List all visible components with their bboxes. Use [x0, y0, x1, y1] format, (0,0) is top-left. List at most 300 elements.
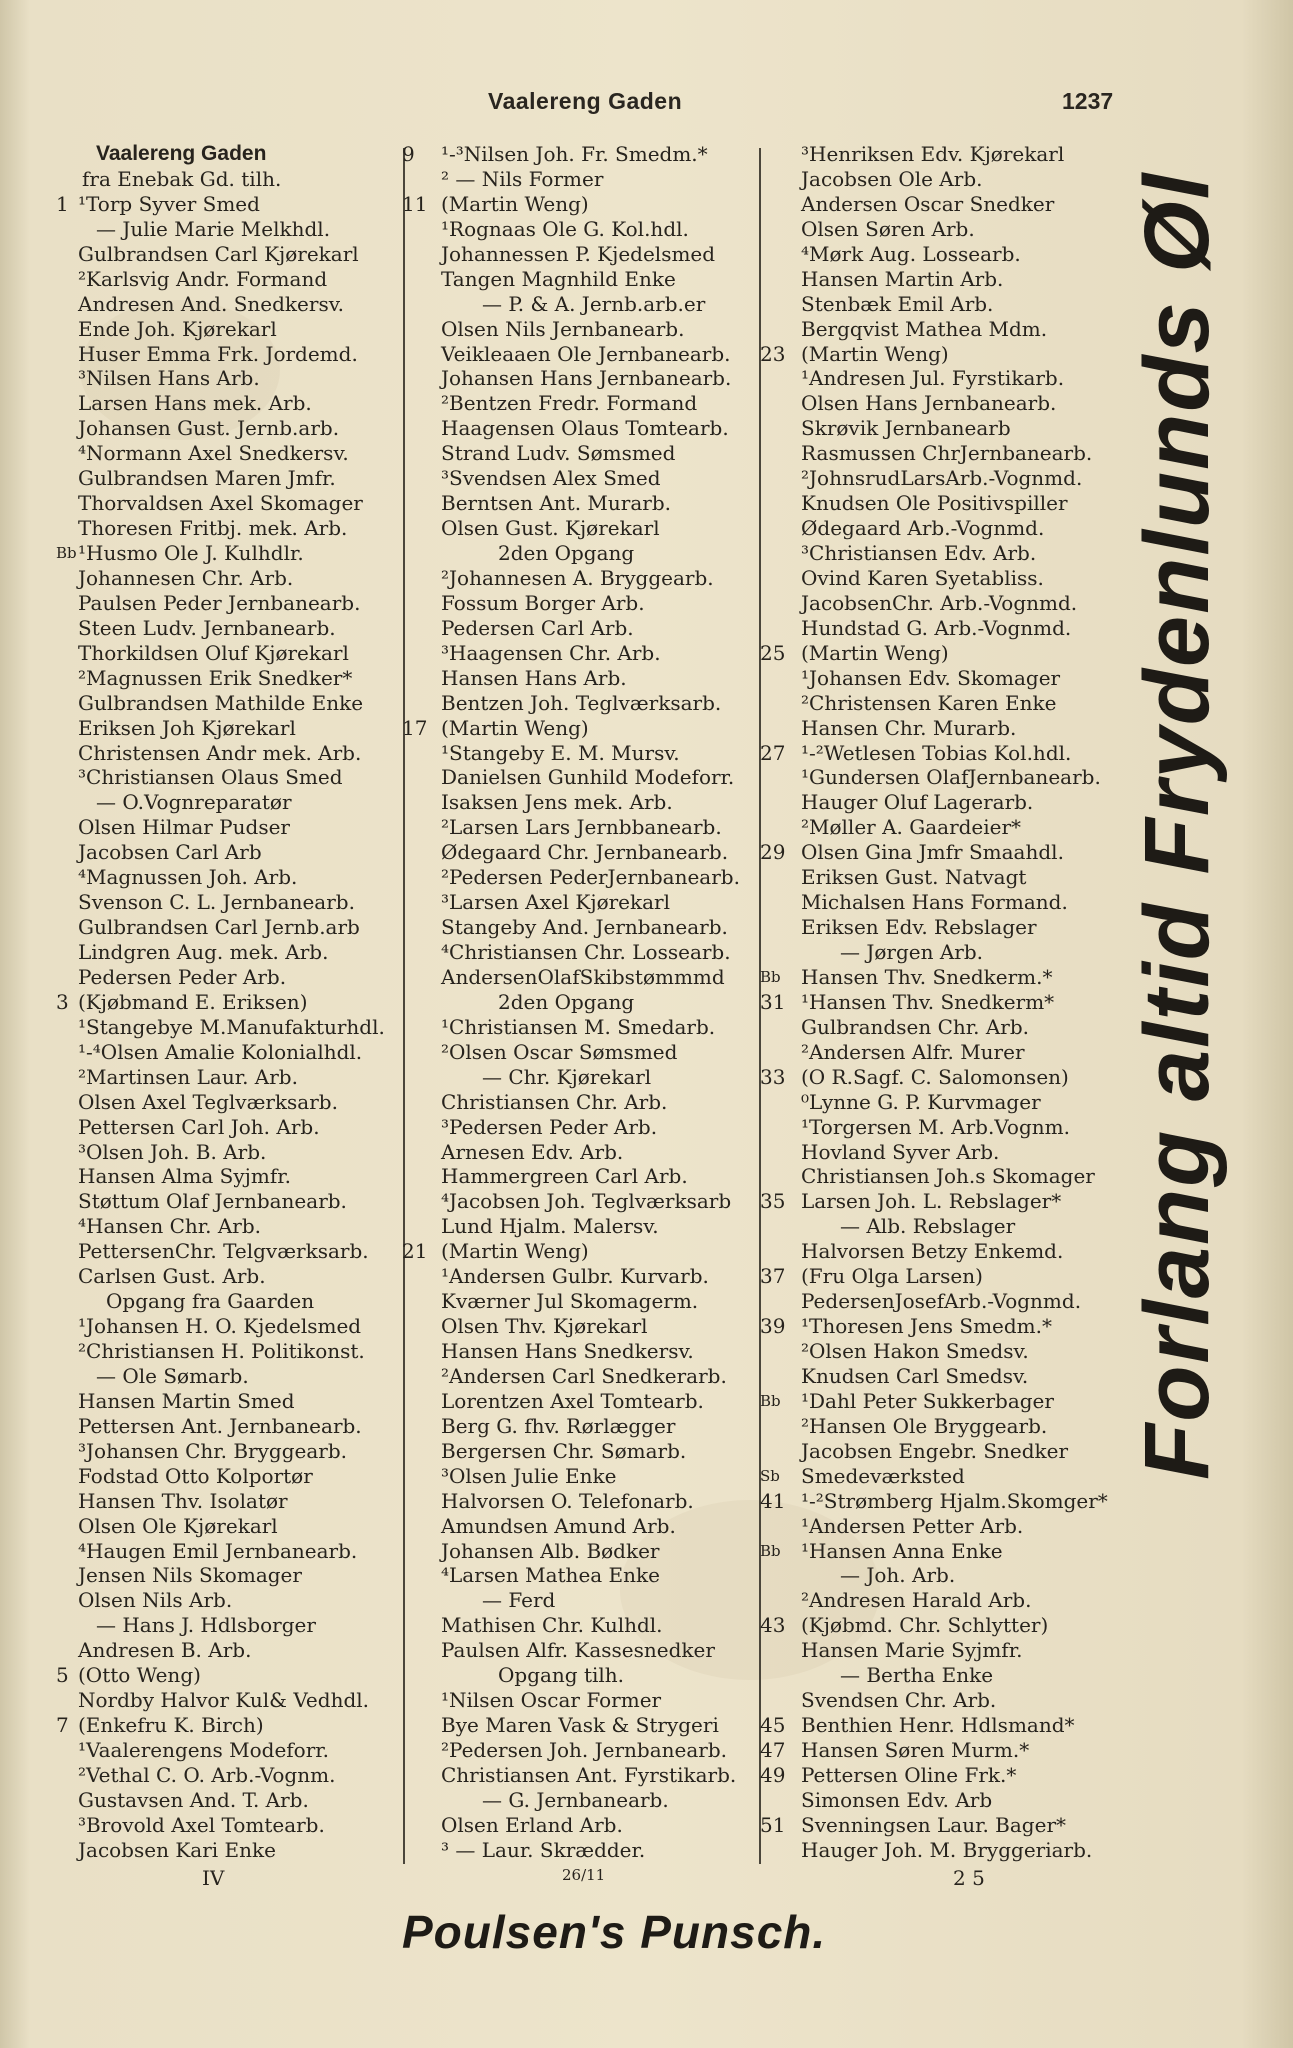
entry-text: Halvorsen Betzy Enkemd. [801, 1239, 1064, 1264]
directory-entry [760, 840, 1105, 865]
entry-text: ²Olsen Hakon Smedsv. [801, 1339, 1029, 1363]
entry-text: Ende Joh. Kjørekarl [78, 316, 277, 341]
directory-entry [760, 217, 1105, 242]
entry-text: ⁴Mørk Aug. Lossearb. [801, 241, 1021, 266]
directory-entry [56, 1738, 401, 1763]
entry-text: Rasmussen ChrJernbanearb. [801, 441, 1093, 466]
entry-text: — Hans J. Hdlsborger [96, 1613, 316, 1638]
entry-text: — Julie Marie Melkhdl. [96, 216, 331, 241]
directory-entry [56, 1688, 401, 1713]
page-title: Vaalereng Gaden [488, 88, 683, 114]
entry-text: Johansen Gust. Jernb.arb. [78, 416, 340, 441]
directory-entry [760, 1638, 1105, 1663]
entry-text: PettersenChr. Telgværksarb. [78, 1239, 369, 1264]
directory-entry [56, 1115, 401, 1140]
directory-entry [760, 1264, 1105, 1289]
entry-text: Bye Maren Vask & Strygeri [441, 1713, 719, 1738]
house-number: Bb [760, 1391, 781, 1410]
directory-entry [402, 1140, 774, 1165]
entry-text: (Otto Weng) [78, 1663, 201, 1688]
entry-text: Olsen Hilmar Pudser [78, 815, 290, 840]
directory-entry [56, 1065, 401, 1090]
directory-entry [56, 815, 401, 840]
directory-entry [56, 566, 401, 591]
directory-entry [402, 516, 774, 541]
entry-text: (Martin Weng) [441, 715, 589, 740]
house-number: Bb [760, 967, 781, 986]
entry-text: ²Karlsvig Andr. Formand [78, 266, 328, 291]
entry-text: ²Andersen Alfr. Murer [801, 1039, 1025, 1064]
entry-text: Smedeværksted [801, 1463, 965, 1488]
entry-text: ¹Christiansen M. Smedarb. [441, 1014, 716, 1039]
entry-text: Halvorsen O. Telefonarb. [441, 1488, 694, 1513]
directory-entry [760, 1563, 1105, 1588]
entry-text: ¹Husmo Ole J. Kulhdlr. [78, 541, 304, 565]
directory-entry [402, 416, 774, 441]
directory-entry [56, 1638, 401, 1663]
directory-entry [56, 1090, 401, 1115]
entry-text: Amundsen Amund Arb. [441, 1513, 676, 1538]
entry-text: Thorkildsen Oluf Kjørekarl [78, 640, 349, 665]
directory-entry [760, 1514, 1105, 1539]
entry-text: Carlsen Gust. Arb. [78, 1264, 266, 1289]
house-number: 47 [760, 1738, 786, 1762]
entry-text: Olsen Erland Arb. [441, 1812, 623, 1837]
directory-entry [402, 865, 774, 890]
directory-entry [760, 1289, 1105, 1314]
entry-text: Johannessen P. Kjedelsmed [441, 241, 716, 266]
directory-entry [56, 741, 401, 766]
directory-entry [56, 915, 401, 940]
entry-text: Thoresen Fritbj. mek. Arb. [78, 516, 348, 541]
entry-text: Hauger Joh. M. Bryggeriarb. [801, 1837, 1093, 1862]
directory-entry [402, 1713, 774, 1738]
entry-text: Huser Emma Frk. Jordemd. [78, 341, 358, 366]
directory-entry [56, 1314, 401, 1339]
entry-text: Benthien Henr. Hdlsmand* [801, 1713, 1075, 1738]
directory-entry [56, 1140, 401, 1165]
house-number: 27 [760, 740, 786, 765]
entry-text: ¹Hansen Thv. Snedkerm* [801, 989, 1055, 1014]
entry-text: Johansen Alb. Bødker [441, 1538, 660, 1563]
entry-text: ¹Johansen Edv. Skomager [801, 665, 1061, 690]
directory-entry [760, 1788, 1105, 1813]
entry-text: Gulbrandsen Carl Jernb.arb [78, 915, 360, 940]
house-number: 7 [56, 1713, 69, 1738]
entry-text: ²Andresen Harald Arb. [801, 1588, 1032, 1613]
directory-entry [402, 1439, 774, 1464]
house-number: 9 [402, 142, 415, 166]
directory-entry [760, 915, 1105, 940]
directory-entry [760, 765, 1105, 790]
directory-entry [402, 616, 774, 641]
directory-entry [402, 1364, 774, 1389]
house-number: 37 [760, 1264, 786, 1289]
directory-entry [56, 1339, 401, 1364]
directory-entry [760, 616, 1105, 641]
house-number: 11 [402, 191, 428, 216]
directory-entry [402, 1738, 774, 1763]
house-number: 45 [760, 1713, 786, 1738]
entry-text: Svenningsen Laur. Bager* [801, 1812, 1066, 1837]
directory-entry [56, 1489, 401, 1514]
directory-entry [56, 1239, 401, 1264]
page-header [0, 88, 1293, 128]
directory-entry [760, 1314, 1105, 1339]
entry-text: Lorentzen Axel Tomtearb. [441, 1388, 704, 1413]
entry-text: Bentzen Joh. Teglværksarb. [441, 690, 722, 715]
house-number: 51 [760, 1812, 786, 1837]
entry-text: Johannesen Chr. Arb. [78, 565, 294, 590]
directory-entry [760, 1688, 1105, 1713]
entry-text: Berg G. fhv. Rørlægger [441, 1413, 676, 1438]
directory-entry [402, 1489, 774, 1514]
entry-text: Olsen Søren Arb. [801, 216, 975, 241]
house-number: 5 [56, 1663, 69, 1688]
entry-text: (Martin Weng) [441, 191, 589, 216]
entry-text: ⁰Lynne G. P. Kurvmager [801, 1089, 1041, 1114]
directory-entry [760, 890, 1105, 915]
directory-entry [760, 366, 1105, 391]
entry-text: ¹Torp Syver Smed [78, 191, 260, 216]
directory-entry [402, 1164, 774, 1189]
entry-text: Jacobsen Engebr. Snedker [801, 1438, 1069, 1463]
directory-entry [760, 491, 1105, 516]
entry-text: — Chr. Kjørekarl [482, 1064, 652, 1089]
entry-text: Tangen Magnhild Enke [441, 266, 676, 291]
entry-text: — O.Vognreparatør [96, 790, 292, 815]
entry-text: (Kjøbmd. Chr. Schlytter) [801, 1613, 1049, 1638]
directory-entry [402, 1065, 774, 1090]
entry-text: ³Olsen Joh. B. Arb. [78, 1139, 267, 1164]
directory-entry [402, 441, 774, 466]
directory-entry [760, 641, 1105, 666]
entry-text: ¹Vaalerengens Modeforr. [78, 1738, 330, 1762]
entry-text: ²Magnussen Erik Snedker* [78, 665, 353, 690]
directory-entry [402, 1663, 774, 1688]
entry-text: ³Johansen Chr. Bryggearb. [78, 1438, 348, 1463]
directory-entry [402, 342, 774, 367]
entry-text: Paulsen Peder Jernbanearb. [78, 590, 361, 615]
directory-entry [760, 1663, 1105, 1688]
entry-text: ³Henriksen Edv. Kjørekarl [801, 142, 1065, 166]
directory-entry [56, 1439, 401, 1464]
directory-entry [56, 342, 401, 367]
entry-text: Mathisen Chr. Kulhdl. [441, 1613, 663, 1638]
directory-entry [760, 242, 1105, 267]
entry-text: ⁴Hansen Chr. Arb. [78, 1214, 262, 1239]
directory-entry [402, 840, 774, 865]
entry-text: Pettersen Carl Joh. Arb. [78, 1114, 320, 1139]
directory-entry [402, 1638, 774, 1663]
directory-entry [760, 1439, 1105, 1464]
directory-entry [402, 1389, 774, 1414]
directory-entry [56, 1663, 401, 1688]
directory-entry [56, 441, 401, 466]
house-number: 41 [760, 1488, 786, 1513]
entry-text: Ødegaard Arb.-Vognmd. [801, 516, 1045, 541]
entry-text: ²Pedersen Joh. Jernbanearb. [441, 1738, 727, 1762]
directory-column-1 [56, 142, 401, 1863]
directory-entry [402, 1090, 774, 1115]
entry-text: Hansen Hans Arb. [441, 665, 627, 690]
directory-entry [760, 566, 1105, 591]
directory-entry [760, 541, 1105, 566]
directory-entry [56, 865, 401, 890]
directory-entry [760, 1488, 1108, 1514]
entry-text: — G. Jernbanearb. [482, 1787, 669, 1812]
directory-entry [402, 1264, 774, 1289]
directory-entry [402, 1788, 774, 1813]
directory-entry [760, 1613, 1105, 1638]
house-number: 43 [760, 1613, 786, 1638]
directory-entry [402, 940, 774, 965]
entry-text: ²Christensen Karen Enke [801, 690, 1057, 715]
directory-entry [56, 965, 401, 990]
directory-entry [56, 1713, 401, 1738]
entry-text: ⁴Jacobsen Joh. Teglværksarb [441, 1189, 732, 1214]
directory-entry [402, 242, 774, 267]
directory-entry [760, 1065, 1105, 1090]
entry-text: Vaalereng Gaden [96, 142, 267, 165]
entry-text: Hansen Martin Smed [78, 1388, 295, 1413]
entry-text: ¹-²Wetlesen Tobias Kol.hdl. [801, 740, 1072, 765]
entry-text: Olsen Gina Jmfr Smaahdl. [801, 840, 1064, 865]
entry-text: Ødegaard Chr. Jernbanearb. [441, 840, 729, 865]
directory-entry [760, 142, 1105, 167]
directory-entry [760, 1588, 1105, 1613]
directory-entry [760, 441, 1105, 466]
entry-text: Hansen Thv. Snedkerm.* [801, 964, 1053, 989]
entry-text: ⁴Christiansen Chr. Lossearb. [441, 940, 731, 964]
entry-text: ²Johannesen A. Bryggearb. [441, 565, 714, 590]
directory-entry [56, 142, 401, 167]
directory-entry [56, 1414, 401, 1439]
directory-entry [402, 691, 774, 716]
entry-text: Knudsen Ole Positivspiller [801, 491, 1068, 516]
entry-text: Hansen Søren Murm.* [801, 1738, 1030, 1762]
entry-text: Eriksen Edv. Rebslager [801, 915, 1037, 940]
directory-entry [760, 342, 1105, 367]
directory-entry [402, 1514, 774, 1539]
directory-entry [56, 1514, 401, 1539]
entry-text: Svenson C. L. Jernbanearb. [78, 890, 355, 915]
entry-text: ²Pedersen PederJernbanearb. [441, 865, 740, 890]
entry-text: fra Enebak Gd. tilh. [82, 166, 282, 191]
house-number: Bb [56, 544, 77, 562]
signature-mark-right: 2 5 [953, 1866, 985, 1890]
entry-text: — P. & A. Jernb.arb.er [482, 291, 706, 316]
entry-text: Gulbrandsen Mathilde Enke [78, 690, 364, 715]
entry-text: Larsen Joh. L. Rebslager* [801, 1189, 1062, 1214]
directory-entry [402, 142, 774, 167]
directory-entry [402, 1563, 774, 1588]
entry-text: ²Christiansen H. Politikonst. [78, 1339, 365, 1363]
directory-entry [402, 1813, 774, 1838]
entry-text: ³Christiansen Olaus Smed [78, 765, 343, 790]
entry-text: Pedersen Carl Arb. [441, 615, 634, 640]
entry-text: Haagensen Olaus Tomtearb. [441, 416, 729, 441]
directory-entry [760, 741, 1105, 766]
entry-text: ¹Torgersen M. Arb.Vognm. [801, 1114, 1070, 1139]
entry-text: Veikleaaen Ole Jernbanearb. [441, 341, 731, 366]
directory-entry [760, 1140, 1105, 1165]
directory-entry [760, 1763, 1105, 1788]
directory-entry [402, 890, 774, 915]
directory-entry [760, 790, 1105, 815]
house-number: 1 [56, 191, 69, 216]
directory-entry [402, 167, 774, 192]
entry-text: Paulsen Alfr. Kassesnedker [441, 1638, 715, 1663]
entry-text: Jensen Nils Skomager [78, 1563, 302, 1588]
entry-text: ²Martinsen Laur. Arb. [78, 1064, 298, 1089]
directory-entry [56, 666, 401, 691]
directory-entry [760, 1239, 1105, 1264]
entry-text: ¹Johansen H. O. Kjedelsmed [78, 1314, 362, 1339]
directory-entry [760, 1214, 1105, 1239]
directory-entry [56, 416, 401, 441]
entry-text: ⁴Normann Axel Snedkersv. [78, 441, 349, 466]
entry-text: Nordby Halvor Kul& Vedhdl. [78, 1688, 370, 1713]
directory-entry [402, 790, 774, 815]
entry-text: Pedersen Peder Arb. [78, 964, 287, 989]
entry-text: Stangeby And. Jernbanearb. [441, 915, 728, 940]
directory-entry [760, 391, 1105, 416]
signature-mark-left: IV [202, 1866, 225, 1890]
house-number: 3 [56, 989, 69, 1014]
directory-entry [56, 1563, 401, 1588]
directory-entry [402, 1688, 774, 1713]
entry-text: (O R.Sagf. C. Salomonsen) [801, 1064, 1069, 1089]
directory-entry [760, 1414, 1105, 1439]
entry-text: ²Andersen Carl Snedkerarb. [441, 1363, 727, 1388]
directory-entry [402, 1015, 774, 1040]
entry-text: ²Møller A. Gaardeier* [801, 815, 1022, 840]
entry-text: Støttum Olaf Jernbanearb. [78, 1189, 347, 1214]
house-number: 49 [760, 1762, 786, 1787]
entry-text: Hansen Martin Arb. [801, 266, 1004, 291]
directory-entry [402, 1588, 774, 1613]
directory-entry [760, 1464, 1105, 1489]
directory-entry [56, 1813, 401, 1838]
directory-entry [56, 1364, 401, 1389]
entry-text: Jacobsen Kari Enke [78, 1837, 276, 1862]
entry-text: Bergqvist Mathea Mdm. [801, 316, 1048, 341]
directory-entry [402, 965, 774, 990]
entry-text: Olsen Nils Jernbanearb. [441, 316, 685, 341]
directory-entry [760, 1838, 1105, 1863]
entry-text: Fodstad Otto Kolportør [78, 1463, 313, 1488]
directory-entry [56, 1264, 401, 1289]
entry-text: Olsen Gust. Kjørekarl [441, 516, 660, 541]
entry-text: — Joh. Arb. [840, 1563, 956, 1588]
entry-text: ¹Thoresen Jens Smedm.* [801, 1314, 1052, 1339]
entry-text: Skrøvik Jernbanearb [801, 416, 1011, 441]
directory-entry [402, 292, 774, 317]
directory-entry [402, 990, 774, 1015]
entry-text: ³Olsen Julie Enke [441, 1463, 617, 1488]
directory-column-2 [402, 142, 774, 1863]
house-number: 23 [760, 341, 786, 366]
entry-text: Gulbrandsen Carl Kjørekarl [78, 241, 359, 266]
entry-text: ⁴Haugen Emil Jernbanearb. [78, 1538, 358, 1563]
entry-text: ²Bentzen Fredr. Formand [441, 391, 698, 416]
directory-entry [760, 1539, 1105, 1564]
bottom-advertisement: Poulsen's Punsch. [402, 1906, 827, 1958]
entry-text: ² — Nils Former [441, 166, 604, 191]
directory-entry [760, 1713, 1105, 1738]
directory-entry [56, 366, 401, 391]
entry-text: Andresen B. Arb. [78, 1638, 252, 1663]
entry-text: ¹Rognaas Ole G. Kol.hdl. [441, 216, 689, 241]
directory-entry [56, 1838, 401, 1863]
signature-mark-center: 26/11 [562, 1866, 606, 1884]
directory-entry [402, 491, 774, 516]
directory-entry [760, 815, 1105, 840]
house-number: 39 [760, 1314, 786, 1339]
directory-entry [760, 1813, 1105, 1838]
entry-text: Opgang fra Gaarden [106, 1289, 315, 1314]
entry-text: Christiansen Chr. Arb. [441, 1089, 668, 1114]
directory-entry [56, 491, 401, 516]
directory-entry [760, 990, 1105, 1015]
entry-text: Berntsen Ant. Murarb. [441, 491, 671, 516]
entry-text: ²JohnsrudLarsArb.-Vognmd. [801, 466, 1083, 491]
directory-entry [56, 1164, 401, 1189]
directory-entry [56, 940, 401, 965]
directory-entry [402, 641, 774, 666]
directory-entry [760, 1040, 1105, 1065]
house-number: 25 [760, 640, 786, 665]
entry-text: Jacobsen Ole Arb. [801, 166, 983, 191]
directory-entry [760, 1389, 1105, 1414]
entry-text: ²Olsen Oscar Sømsmed [441, 1039, 678, 1064]
entry-text: Hovland Syver Arb. [801, 1139, 1000, 1164]
directory-entry [402, 1314, 774, 1339]
directory-entry [56, 267, 401, 292]
entry-text: — Ferd [482, 1588, 556, 1613]
entry-text: Arnesen Edv. Arb. [441, 1139, 624, 1164]
directory-entry [760, 666, 1105, 691]
entry-text: Olsen Ole Kjørekarl [78, 1513, 278, 1538]
entry-text: Eriksen Joh Kjørekarl [78, 715, 296, 740]
directory-entry [56, 1588, 401, 1613]
directory-entry [56, 1040, 401, 1065]
directory-entry [402, 1115, 774, 1140]
directory-entry [402, 591, 774, 616]
entry-text: Eriksen Gust. Natvagt [801, 865, 1027, 890]
directory-entry [760, 591, 1105, 616]
directory-entry [56, 317, 401, 342]
directory-entry [402, 192, 774, 217]
entry-text: — Jørgen Arb. [840, 940, 984, 964]
directory-entry [56, 167, 401, 192]
directory-entry [56, 790, 401, 815]
directory-entry [56, 591, 401, 616]
directory-entry [402, 716, 774, 741]
entry-text: Fossum Borger Arb. [441, 590, 645, 615]
entry-text: Hansen Hans Snedkersv. [441, 1339, 694, 1363]
directory-entry [402, 1539, 774, 1564]
entry-text: Strand Ludv. Sømsmed [441, 441, 676, 466]
directory-entry [402, 1040, 774, 1065]
directory-entry [760, 865, 1105, 890]
entry-text: (Martin Weng) [441, 1239, 589, 1264]
entry-text: ¹-²Strømberg Hjalm.Skomger* [801, 1488, 1108, 1513]
entry-text: Christiansen Ant. Fyrstikarb. [441, 1762, 737, 1787]
directory-entry [56, 1289, 401, 1314]
entry-text: Olsen Nils Arb. [78, 1588, 233, 1613]
